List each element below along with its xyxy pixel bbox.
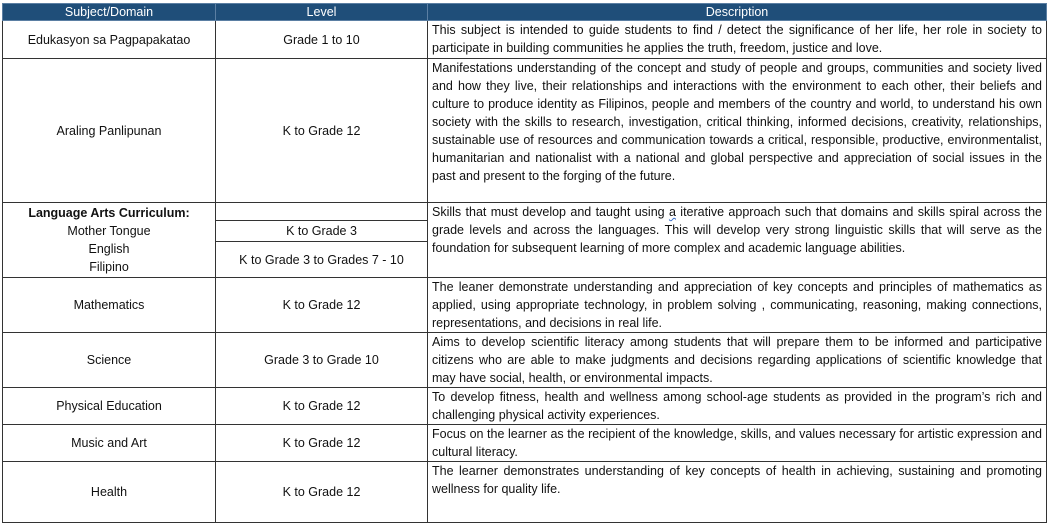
level-stack bbox=[216, 203, 427, 277]
level-mother-tongue: K to Grade 3 bbox=[216, 221, 427, 242]
subject-filipino: Filipino bbox=[89, 260, 129, 274]
language-arts-title: Language Arts Curriculum: bbox=[28, 206, 190, 220]
table-row-edukasyon bbox=[3, 21, 1047, 59]
subject-english: English bbox=[88, 242, 130, 256]
level-blank bbox=[216, 203, 427, 221]
table-row-science bbox=[3, 333, 1047, 388]
description-cell: This subject is intended to guide students to find / detect the significance of her life, her role in society to participate in building communities he applies the truth, freedom, justice and love. bbox=[428, 21, 1047, 59]
description-text-end: iterative approach such that domains and skills spiral across the grade levels and across the languages. This will develop very strong linguistic skills that will serve as the foundation for subsequent learning of more complex and academic language abilities. bbox=[432, 205, 1042, 255]
description-cell bbox=[428, 203, 1047, 278]
subject-cell: Physical Education bbox=[3, 388, 216, 425]
header-level: Level bbox=[216, 4, 428, 21]
table-row-araling bbox=[3, 59, 1047, 203]
subject-cell: Araling Panlipunan bbox=[3, 59, 216, 203]
table-row-health bbox=[3, 462, 1047, 523]
description-cell: Manifestations understanding of the concept and study of people and groups, communities and society lived and how they live, their relationships and interactions with the environment to each other, their beliefs and culture to produce identity as Filipinos, people and members of the country and world, to understand his own society with the skills to research, investigation, critical thinking, informed decisions, creativity, relationships, sustainable use of resources and communication towards a critical, responsible, productive, environmentalist, humanitarian and nationalist with a national and global perspective and appreciation of social issues in the past and present to the forging of the future. bbox=[428, 59, 1047, 203]
header-subject: Subject/Domain bbox=[3, 4, 216, 21]
description-cell: To develop fitness, health and wellness among school-age students as provided in the program’s rich and challenging physical activity experiences. bbox=[428, 388, 1047, 425]
description-cell: The leaner demonstrate understanding and appreciation of key concepts and principles of mathematics as applied, using appropriate technology, in problem solving , communicating, reasoning, making connections, representations, and decisions in real life. bbox=[428, 278, 1047, 333]
level-cell: K to Grade 12 bbox=[216, 59, 428, 203]
description-text-start: Skills that must develop and taught using bbox=[432, 205, 669, 219]
level-cell: K to Grade 12 bbox=[216, 425, 428, 462]
table-row-language-arts bbox=[3, 203, 1047, 278]
grammar-flagged-word: a bbox=[668, 205, 676, 219]
subject-cell: Science bbox=[3, 333, 216, 388]
level-cell-language-arts bbox=[216, 203, 428, 278]
table-row-mathematics bbox=[3, 278, 1047, 333]
level-cell: Grade 3 to Grade 10 bbox=[216, 333, 428, 388]
header-row bbox=[3, 4, 1047, 21]
description-cell: Aims to develop scientific literacy among students that will prepare them to be informed and participative citizens who are able to make judgments and decisions regarding applications of scientific knowledge that may have social, health, or environmental impacts. bbox=[428, 333, 1047, 388]
subject-mother-tongue: Mother Tongue bbox=[67, 224, 151, 238]
subject-cell: Mathematics bbox=[3, 278, 216, 333]
subject-cell-language-arts bbox=[3, 203, 216, 278]
table-row-physical-education bbox=[3, 388, 1047, 425]
subject-cell: Health bbox=[3, 462, 216, 523]
table-row-music-and-art bbox=[3, 425, 1047, 462]
description-cell: Focus on the learner as the recipient of the knowledge, skills, and values necessary for artistic expression and cultural literacy. bbox=[428, 425, 1047, 462]
curriculum-table bbox=[2, 3, 1047, 523]
level-cell: K to Grade 12 bbox=[216, 278, 428, 333]
level-cell: K to Grade 12 bbox=[216, 462, 428, 523]
level-cell: K to Grade 12 bbox=[216, 388, 428, 425]
subject-cell: Music and Art bbox=[3, 425, 216, 462]
level-cell: Grade 1 to 10 bbox=[216, 21, 428, 59]
header-description: Description bbox=[428, 4, 1047, 21]
level-english-filipino: K to Grade 3 to Grades 7 - 10 bbox=[239, 252, 404, 267]
description-cell: The learner demonstrates understanding of key concepts of health in achieving, sustaining and promoting wellness for quality life. bbox=[428, 462, 1047, 523]
subject-cell: Edukasyon sa Pagpapakatao bbox=[3, 21, 216, 59]
